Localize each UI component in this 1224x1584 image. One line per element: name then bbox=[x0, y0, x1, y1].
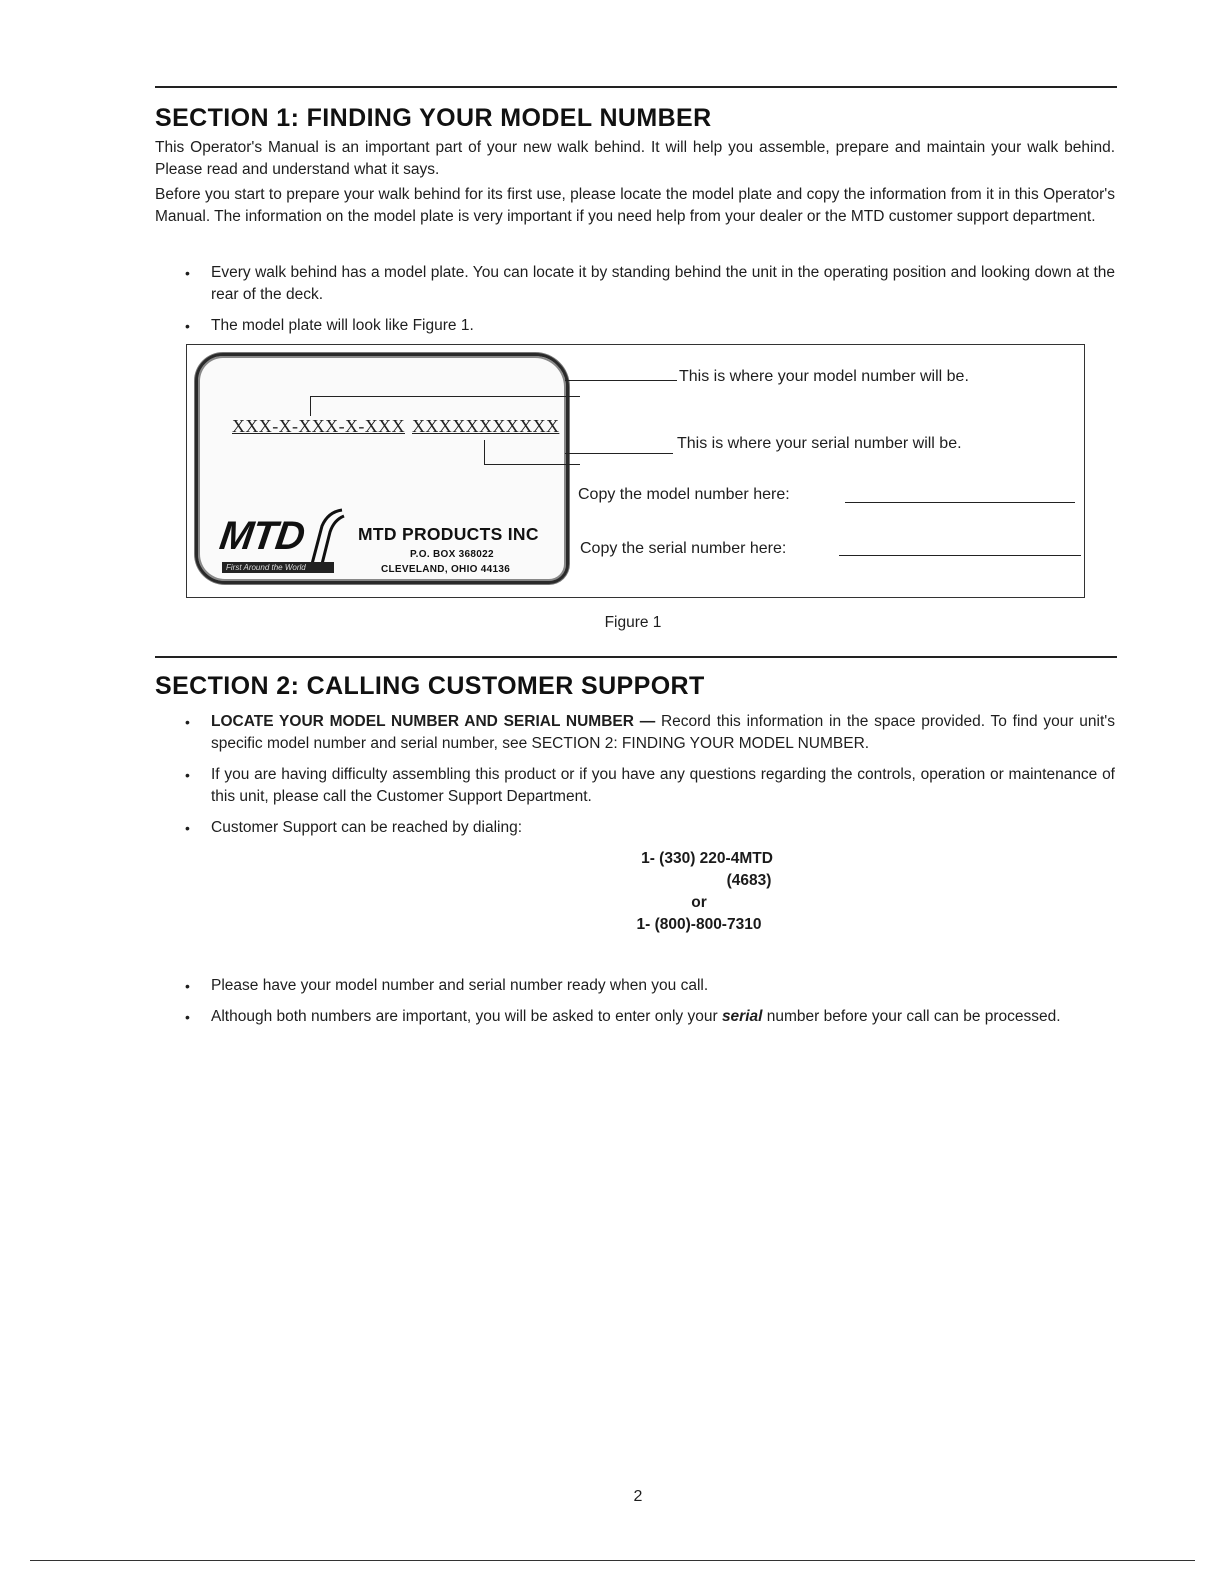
figure-caption-text: Figure 1 bbox=[604, 614, 662, 631]
phone-number-digits: (4683) bbox=[726, 872, 772, 889]
mtd-tagline-band: First Around the World bbox=[222, 562, 334, 573]
mtd-swoosh-icon bbox=[308, 506, 348, 566]
plate-city: CLEVELAND, OHIO 44136 bbox=[381, 564, 511, 575]
section1-top-rule bbox=[155, 86, 1117, 88]
serial-number-write-line[interactable] bbox=[839, 555, 1081, 556]
plate-serial-placeholder: XXXXXXXXXXX bbox=[412, 416, 560, 436]
serial-callout-label: This is where your serial number will be. bbox=[677, 435, 962, 452]
serial-note-pre: Although both numbers are important, you will be asked to enter only your bbox=[211, 1008, 722, 1025]
page-bottom-rule bbox=[30, 1560, 1195, 1561]
copy-model-label: Copy the model number here: bbox=[578, 486, 790, 503]
mtd-logo: MTD bbox=[216, 514, 307, 558]
section1-instructions-paragraph: Before you start to prepare your walk behind for its first use, please locate the model plate and copy the information from it in this Operator's Manual. The information on the model plate is very important if you need help from your dealer or the MTD customer support department. bbox=[155, 186, 1115, 225]
model-callout-line bbox=[565, 380, 677, 381]
plate-company-name: MTD PRODUCTS INC bbox=[358, 524, 539, 544]
model-plate bbox=[195, 353, 569, 584]
page-number-text: 2 bbox=[633, 1488, 643, 1505]
list-item: • If you are having difficulty assembling this product or if you have any questions regarding the controls, operation or maintenance of this unit, please call the Customer Support Department. bbox=[185, 764, 1115, 808]
phone-numbers bbox=[604, 848, 794, 936]
serial-emphasis: serial bbox=[721, 1008, 763, 1025]
section2-title: SECTION 2: CALLING CUSTOMER SUPPORT bbox=[155, 672, 705, 700]
locate-numbers-heading: LOCATE YOUR MODEL NUMBER AND SERIAL NUMBER — bbox=[211, 713, 656, 730]
model-number-write-line[interactable] bbox=[845, 502, 1075, 503]
model-pointer-line bbox=[310, 396, 580, 397]
phone-or: or bbox=[691, 894, 707, 911]
section2-bullet-list-continued bbox=[185, 975, 1115, 1028]
list-item bbox=[185, 817, 1115, 839]
plate-po-box: P.O. BOX 368022 bbox=[410, 549, 494, 560]
list-item: • Please have your model number and serial number ready when you call. bbox=[185, 975, 1115, 997]
phone-number-secondary[interactable]: 1- (800)-800-7310 bbox=[636, 916, 762, 933]
section1-title: SECTION 1: FINDING YOUR MODEL NUMBER bbox=[155, 104, 712, 132]
list-item: • The model plate will look like Figure 1. bbox=[185, 315, 1115, 337]
section1-intro-paragraph: This Operator's Manual is an important part of your new walk behind. It will help you assemble, prepare and maintain your walk behind. Please read and understand what it says. bbox=[155, 139, 1115, 178]
serial-callout-line bbox=[565, 453, 673, 454]
model-pointer-line bbox=[310, 396, 311, 416]
model-callout-label: This is where your model number will be. bbox=[679, 368, 969, 385]
copy-serial-label: Copy the serial number here: bbox=[580, 540, 787, 557]
list-item bbox=[185, 1006, 1115, 1028]
list-item bbox=[185, 711, 1115, 755]
figure-caption bbox=[0, 614, 1224, 632]
serial-pointer-line bbox=[484, 464, 580, 465]
dialing-text: Customer Support can be reached by dialing: bbox=[211, 819, 523, 836]
phone-number-primary[interactable]: 1- (330) 220-4MTD bbox=[641, 850, 773, 867]
plate-model-placeholder: XXX-X-XXX-X-XXX bbox=[232, 416, 405, 436]
serial-note-post: number before your call can be processed. bbox=[762, 1008, 1061, 1025]
section2-top-rule bbox=[155, 656, 1117, 658]
section1-bullet-list bbox=[185, 262, 1115, 337]
serial-pointer-line bbox=[484, 440, 485, 464]
list-item: • Every walk behind has a model plate. You can locate it by standing behind the unit in the operating position and looking down at the rear of the deck. bbox=[185, 262, 1115, 306]
section2-bullet-list bbox=[185, 711, 1115, 848]
page-number bbox=[0, 1488, 1224, 1506]
locate-numbers-text: Record this information in the space provided. To find your unit's specific model number and serial number, see SECTION 2: FINDING YOUR MODEL NUMBER. bbox=[211, 713, 1115, 752]
figure-1 bbox=[186, 344, 1085, 598]
